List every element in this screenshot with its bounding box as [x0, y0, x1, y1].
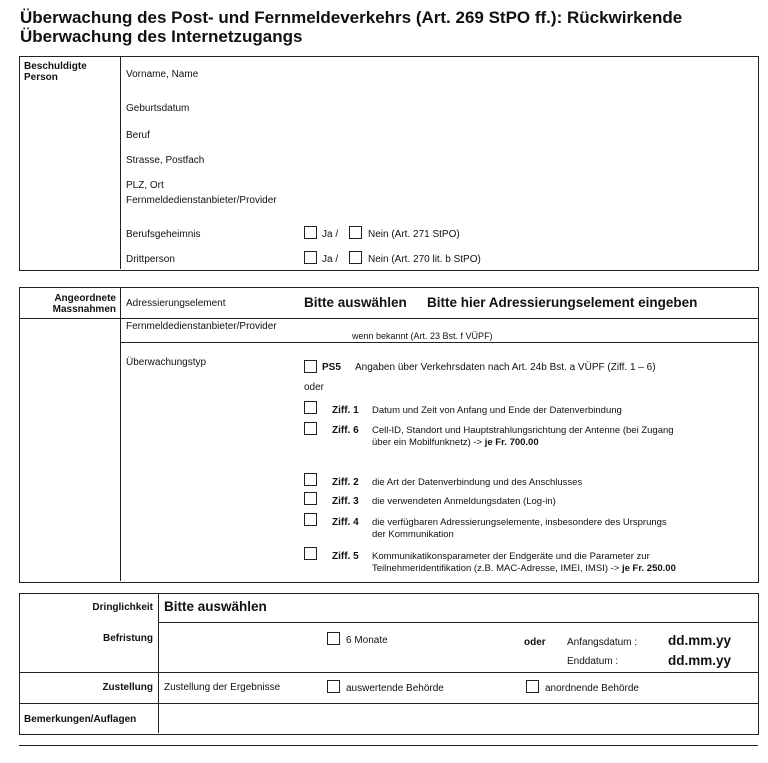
befristung-label: Befristung — [103, 633, 153, 644]
ziff1-checkbox[interactable] — [304, 401, 317, 414]
drittperson-ja-checkbox[interactable] — [304, 251, 317, 264]
type-label: Überwachungstyp — [126, 357, 207, 368]
footer-rule — [19, 745, 758, 746]
drittperson-nein-label: Nein (Art. 270 lit. b StPO) — [368, 254, 481, 265]
berufsgeheimnis-ja-label: Ja / — [322, 229, 339, 240]
provider-note: wenn bekannt (Art. 23 Bst. f VÜPF) — [352, 331, 493, 341]
ziff3-code: Ziff. 3 — [332, 496, 359, 507]
bemerkungen-input[interactable] — [160, 705, 756, 731]
ziff5-text-line2: Teilnehmeridentifikation (z.B. MAC-Adresse, IMEI, IMSI) -> je Fr. 250.00 — [372, 563, 676, 574]
provider-label: Fernmeldedienstanbieter/Provider — [126, 321, 277, 332]
zustellung-label: Zustellung — [102, 682, 153, 693]
field-street[interactable]: Strasse, Postfach — [126, 155, 205, 166]
adress-select[interactable]: Bitte auswählen — [304, 295, 407, 310]
field-provider[interactable]: Fernmeldedienstanbieter/Provider — [126, 195, 277, 206]
berufsgeheimnis-ja-checkbox[interactable] — [304, 226, 317, 239]
field-profession[interactable]: Beruf — [126, 130, 150, 141]
berufsgeheimnis-nein-checkbox[interactable] — [349, 226, 362, 239]
ziff6-price: je Fr. 700.00 — [484, 437, 539, 448]
dringlichkeit-select[interactable]: Bitte auswählen — [164, 599, 267, 614]
ziff4-code: Ziff. 4 — [332, 517, 359, 528]
oder-label: oder — [304, 382, 325, 393]
ziff3-text: die verwendeten Anmeldungsdaten (Log-in) — [372, 496, 556, 507]
zustellung-auswertende-checkbox[interactable] — [327, 680, 340, 693]
zustellung-anordnende-checkbox[interactable] — [526, 680, 539, 693]
zustellung-auswertende-label: auswertende Behörde — [346, 683, 444, 694]
bemerkungen-label: Bemerkungen/Auflagen — [24, 714, 137, 725]
adress-label: Adressierungselement — [126, 298, 226, 309]
field-birthdate[interactable]: Geburtsdatum — [126, 103, 190, 114]
person-heading: Beschuldigte Person — [24, 61, 87, 83]
drittperson-label: Drittperson — [126, 254, 175, 265]
ziff5-code: Ziff. 5 — [332, 551, 359, 562]
ziff5-text-line1: Kommunikatikonsparameter der Endgeräte und die Parameter zur — [372, 551, 650, 562]
field-city[interactable]: PLZ, Ort — [126, 180, 164, 191]
befristung-6-monate-label: 6 Monate — [346, 635, 388, 646]
zustellung-text: Zustellung der Ergebnisse — [164, 682, 281, 693]
form-title: Überwachung des Post- und Fernmeldeverkehrs (Art. 269 StPO ff.): Rückwirkende Überwachung des Internetzugangs — [20, 8, 683, 46]
start-date-field[interactable]: dd.mm.yy — [668, 633, 732, 648]
ziff2-text: die Art der Datenverbindung und des Anschlusses — [372, 477, 583, 488]
ps5-checkbox[interactable] — [304, 360, 317, 373]
ziff4-text-line1: die verfügbaren Adressierungselemente, insbesondere des Ursprungs — [372, 517, 667, 528]
zustellung-anordnende-label: anordnende Behörde — [545, 683, 639, 694]
drittperson-nein-checkbox[interactable] — [349, 251, 362, 264]
ziff6-text-line1: Cell-ID, Standort und Hauptstrahlungsrichtung der Antenne (bei Zugang — [372, 425, 674, 436]
ps5-text: Angaben über Verkehrsdaten nach Art. 24b Bst. a VÜPF (Ziff. 1 – 6) — [355, 362, 656, 373]
berufsgeheimnis-label: Berufsgeheimnis — [126, 229, 201, 240]
start-date-label: Anfangsdatum : — [567, 637, 638, 648]
ziff3-checkbox[interactable] — [304, 492, 317, 505]
ziff1-code: Ziff. 1 — [332, 405, 359, 416]
ziff4-text-line2: der Kommunikation — [372, 529, 454, 540]
field-name[interactable]: Vorname, Name — [126, 69, 199, 80]
ps5-code: PS5 — [322, 362, 341, 373]
ziff6-checkbox[interactable] — [304, 422, 317, 435]
befristung-oder: oder — [524, 637, 546, 648]
end-date-field[interactable]: dd.mm.yy — [668, 653, 732, 668]
measures-heading: Angeordnete Massnahmen — [52, 293, 116, 315]
ziff5-price: je Fr. 250.00 — [621, 563, 676, 574]
berufsgeheimnis-nein-label: Nein (Art. 271 StPO) — [368, 229, 460, 240]
adress-input[interactable]: Bitte hier Adressierungselement eingeben — [427, 295, 698, 310]
ziff1-text: Datum und Zeit von Anfang und Ende der Datenverbindung — [372, 405, 622, 416]
dringlichkeit-label: Dringlichkeit — [92, 602, 153, 613]
ziff2-code: Ziff. 2 — [332, 477, 359, 488]
end-date-label: Enddatum : — [567, 656, 619, 667]
ziff6-text-line2: über ein Mobilfunknetz) -> je Fr. 700.00 — [372, 437, 539, 448]
befristung-6-monate-checkbox[interactable] — [327, 632, 340, 645]
drittperson-ja-label: Ja / — [322, 254, 339, 265]
ziff4-checkbox[interactable] — [304, 513, 317, 526]
ziff2-checkbox[interactable] — [304, 473, 317, 486]
ziff5-checkbox[interactable] — [304, 547, 317, 560]
ziff6-code: Ziff. 6 — [332, 425, 359, 436]
